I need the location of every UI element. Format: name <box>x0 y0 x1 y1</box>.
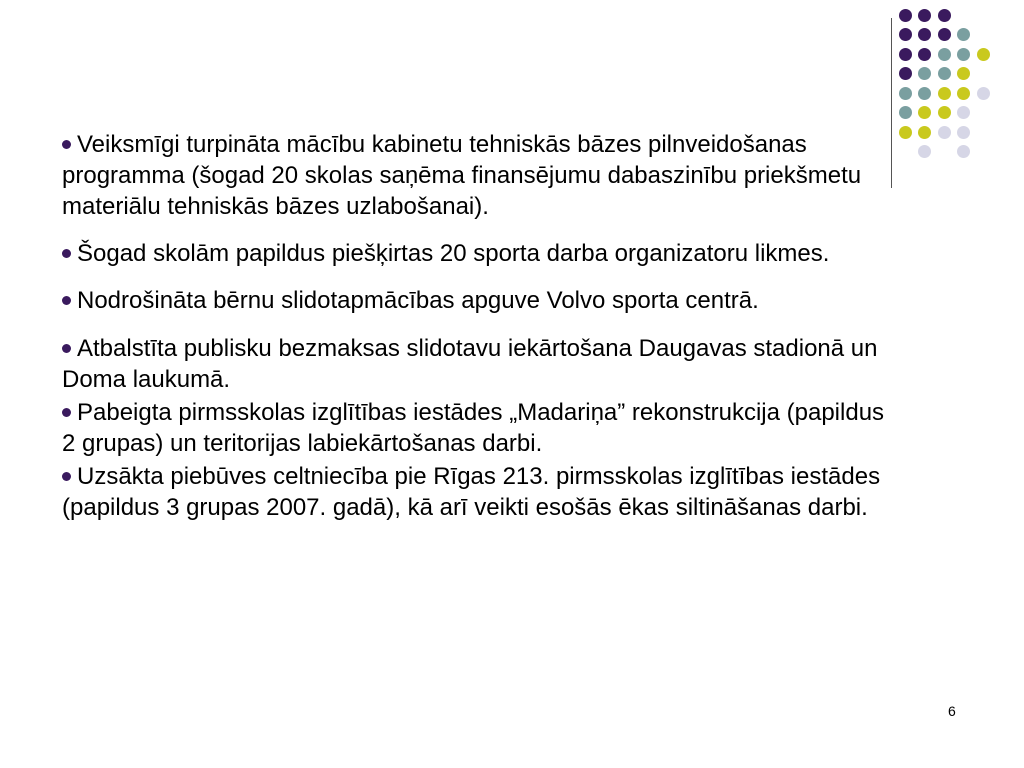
decorative-dot <box>957 67 970 80</box>
decorative-dot <box>938 106 951 119</box>
decorative-dot <box>899 9 912 22</box>
bullet-dot-icon <box>62 408 71 417</box>
bullet-item <box>62 333 902 395</box>
decorative-dot <box>918 28 931 41</box>
decorative-dot <box>957 87 970 100</box>
decorative-dot <box>957 28 970 41</box>
decorative-dot-grid <box>899 9 1019 169</box>
bullet-text: Šogad skolām papildus piešķirtas 20 sporta darba organizatoru likmes. <box>77 240 830 267</box>
decorative-dot <box>918 48 931 61</box>
decorative-dot <box>918 87 931 100</box>
decorative-dot <box>957 126 970 139</box>
decorative-dot <box>938 67 951 80</box>
decorative-dot <box>899 48 912 61</box>
bullet-dot-icon <box>62 472 71 481</box>
bullet-text: Pabeigta pirmsskolas izglītības iestādes „Madariņa” rekonstrukcija (papildus 2 grupas) un teritorijas labiekārtošanas darbi. <box>62 399 885 457</box>
bullet-dot-icon <box>62 296 71 305</box>
decorative-dot <box>918 126 931 139</box>
bullet-item <box>62 129 902 222</box>
bullet-item <box>62 285 902 316</box>
bullet-text: Veiksmīgi turpināta mācību kabinetu tehniskās bāzes pilnveidošanas programma (šogad 20 skolas saņēma finansējumu dabaszinību priekšmetu materiālu tehniskās bāzes uzlabošanai). <box>62 131 862 220</box>
decorative-dot <box>899 87 912 100</box>
decorative-dot <box>938 48 951 61</box>
bullet-list <box>62 129 902 523</box>
decorative-dot <box>977 87 990 100</box>
decorative-dot <box>957 106 970 119</box>
decorative-dot <box>918 106 931 119</box>
decorative-dot <box>899 67 912 80</box>
decorative-dot <box>957 145 970 158</box>
page-number: 6 <box>948 703 956 719</box>
decorative-dot <box>899 106 912 119</box>
bullet-text: Atbalstīta publisku bezmaksas slidotavu iekārtošana Daugavas stadionā un Doma laukumā. <box>62 335 878 393</box>
bullet-text: Nodrošināta bērnu slidotapmācības apguve Volvo sporta centrā. <box>77 287 759 314</box>
decorative-dot <box>918 9 931 22</box>
bullet-dot-icon <box>62 344 71 353</box>
decorative-dot <box>938 126 951 139</box>
decorative-dot <box>938 28 951 41</box>
bullet-dot-icon <box>62 249 71 258</box>
decorative-dot <box>977 48 990 61</box>
decorative-dot <box>918 67 931 80</box>
bullet-item <box>62 461 902 523</box>
bullet-item <box>62 238 902 269</box>
decorative-dot <box>938 87 951 100</box>
decorative-dot <box>899 28 912 41</box>
bullet-item <box>62 397 902 459</box>
bullet-dot-icon <box>62 140 71 149</box>
decorative-dot <box>918 145 931 158</box>
decorative-dot <box>938 9 951 22</box>
bullet-text: Uzsākta piebūves celtniecība pie Rīgas 213. pirmsskolas izglītības iestādes (papildus 3 grupas 2007. gadā), kā arī veikti esošās ēkas siltināšanas darbi. <box>62 463 881 521</box>
decorative-dot <box>957 48 970 61</box>
